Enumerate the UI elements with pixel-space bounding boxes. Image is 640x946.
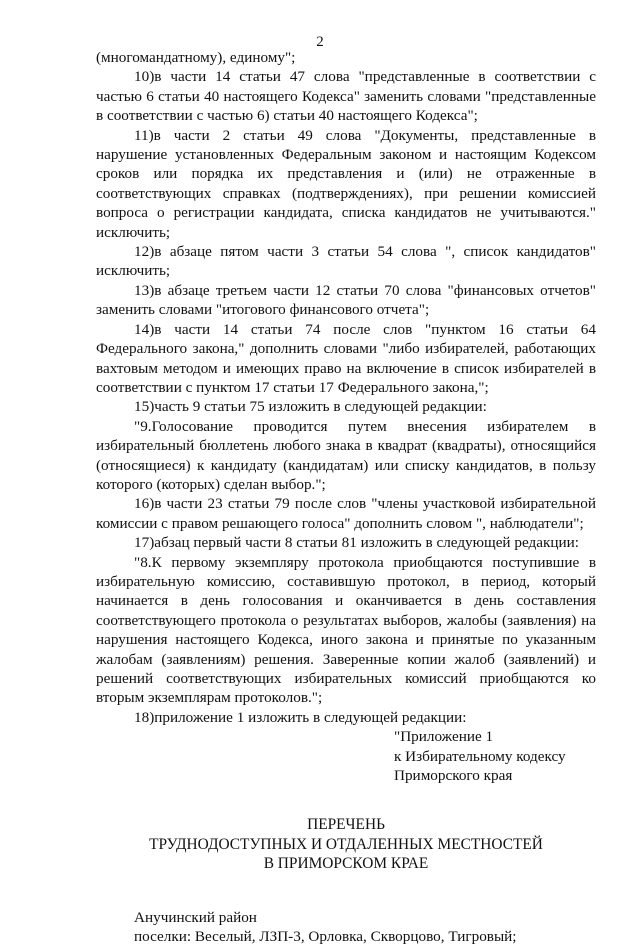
paragraph: 10)в части 14 статьи 47 слова "представленные в соответствии с частью 6 статьи 40 настоящего Кодекса" заменить словами "представленные в соответствии с частью 6) статьи 40 настоящего Кодекса"; bbox=[96, 68, 596, 125]
appendix-caption bbox=[394, 727, 604, 785]
paragraph: "8.К первому экземпляру протокола приобщаются поступившие в избирательную комиссию, составившую протокол, в период, который начинается в день голосования и оканчивается в день составления соответствующего протокола о результатах выборов, жалобы (заявления) на нарушения настоящего Кодекса, иного закона и принятые по указанным жалобам (заявлениям) решения. Заверенные копии жалоб (заявлений) и решений соответствующих избирательных комиссий приобщаются ко вторым экземплярам протоколов."; bbox=[96, 553, 596, 707]
heading-line: В ПРИМОРСКОМ КРАЕ bbox=[263, 855, 429, 873]
heading-line: ТРУДНОДОСТУПНЫХ И ОТДАЛЕННЫХ МЕСТНОСТЕЙ bbox=[149, 835, 543, 853]
district-name: Анучинский район bbox=[134, 908, 257, 926]
heading-line: ПЕРЕЧЕНЬ bbox=[307, 816, 385, 834]
document-body bbox=[96, 48, 596, 946]
amendment-list bbox=[96, 48, 596, 727]
paragraph: 17)абзац первый части 8 статьи 81 изложить в следующей редакции: bbox=[134, 534, 579, 552]
appendix-line: к Избирательному кодексу bbox=[394, 747, 566, 765]
paragraph: (многомандатному), единому"; bbox=[96, 49, 296, 66]
paragraph: 16)в части 23 статьи 79 после слов "члены участковой избирательной комиссии с правом решающего голоса" дополнить словом ", наблюдатели"; bbox=[96, 495, 596, 532]
paragraph: 11)в части 2 статьи 49 слова "Документы, представленные в нарушение установленных Федеральным законом и настоящим Кодексом сроков или порядка их представления и (или) не отраженные в соответствующих справках (подтверждениях), при решении комиссией вопроса о регистрации кандидата, списка кандидатов не учитываются." исключить; bbox=[96, 126, 596, 241]
paragraph: 13)в абзаце третьем части 12 статьи 70 слова "финансовых отчетов" заменить словами "итогового финансового отчета"; bbox=[96, 281, 596, 319]
appendix-line: Приморского края bbox=[394, 767, 513, 785]
villages-list: поселки: Веселый, ЛЗП-3, Орловка, Скворцово, Тигровый; bbox=[134, 928, 517, 946]
paragraph: "9.Голосование проводится путем внесения избирателем в избирательный бюллетень любого знака в квадрат (квадраты), относящийся (относящиеся) к кандидату (кандидатам) или списку кандидатов, в пользу которого (которых) сделан выбор."; bbox=[96, 417, 596, 493]
paragraph: 12)в абзаце пятом части 3 статьи 54 слова ", список кандидатов" исключить; bbox=[96, 243, 596, 280]
paragraph: 18)приложение 1 изложить в следующей редакции: bbox=[134, 708, 467, 726]
paragraph: 15)часть 9 статьи 75 изложить в следующей редакции: bbox=[134, 398, 487, 416]
paragraph: 14)в части 14 статьи 74 после слов "пунктом 16 статьи 64 Федерального закона," дополнить словами "либо избирателей, работающих вахтовым методом и имеющих право на включение в список избирателей в соответствии с пунктом 17 статьи 17 Федерального закона,"; bbox=[96, 320, 596, 396]
list-heading bbox=[96, 815, 596, 873]
page-number: 2 bbox=[316, 34, 324, 50]
appendix-line: "Приложение 1 bbox=[394, 728, 494, 746]
